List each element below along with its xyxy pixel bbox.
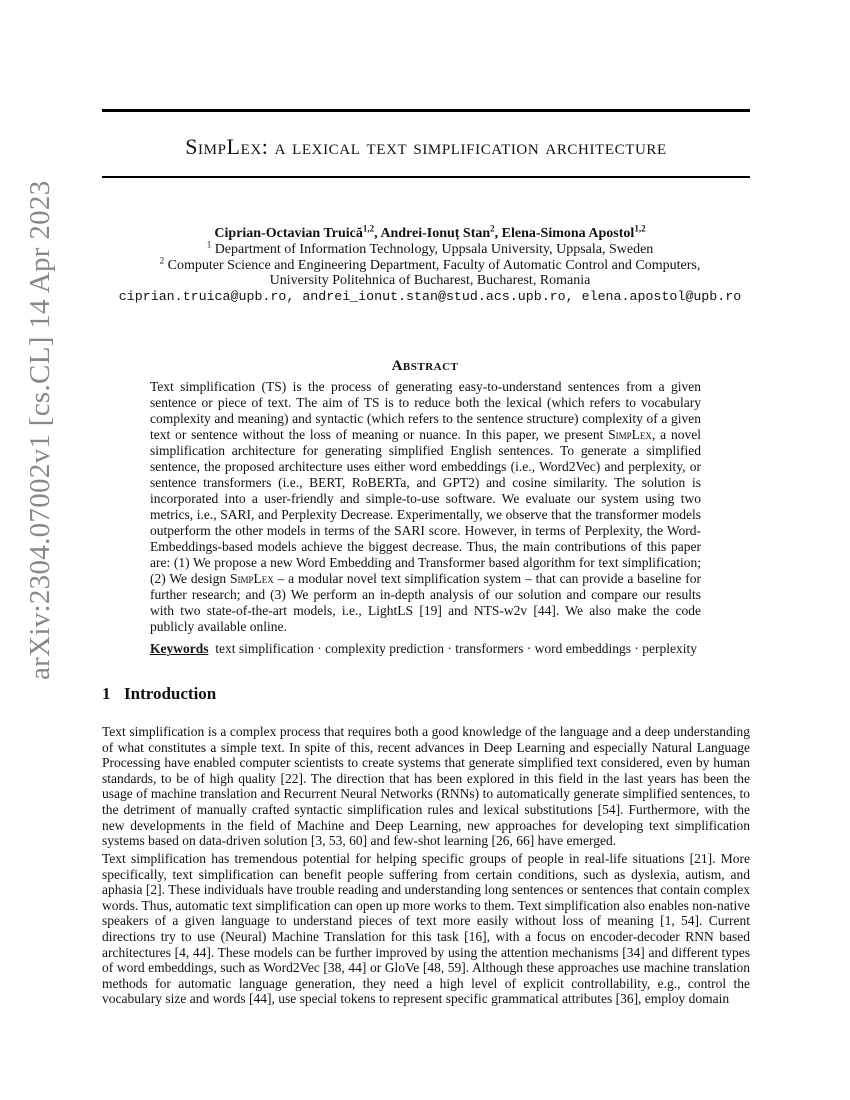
author-affiliation-mark: 1,2 [634,223,646,234]
author-affiliation-mark: 2 [490,223,495,234]
affiliation-number: 2 [159,255,165,266]
arxiv-identifier: arXiv:2304.07002v1 [cs.CL] 14 Apr 2023 [24,180,56,680]
system-name: SimpLex [608,427,652,442]
abstract-segment: Text simplification (TS) is the process of generating easy-to-understand sentences from a given sentence or piece of text. The aim of TS is to reduce both the lexical (which refers to vocabulary complexity and meaning) and syntactic (which refers to the sentence structure) complexity of a given text or sentence without the loss of meaning or nuance. In this paper, we present [150,379,701,442]
author-affiliation-mark: 1,2 [362,223,375,234]
body-paragraph: Text simplification has tremendous potential for helping specific groups of people in real-life situations [21]. More specifically, text simplification can benefit people suffering from certain conditions, such as dyslexia, autism, and aphasia [2]. These individuals have trouble reading and understanding long sentences or sentences that contain complex words. Thus, automatic text simplification can open up more works to them. Text simplification also enables non-native speakers of a given language to understand pieces of text more easily without loss of meaning [1, 54]. Current directions try to use (Neural) Machine Translation for this task [16], with a focus on encoder-decoder RNN based architectures [4, 44]. These models can be further improved by using the attention mechanisms [34] and different types of word embeddings, such as Word2Vec [38, 44] or GloVe [48, 59]. Although these approaches use machine translation methods for automatic language generation, they need a high level of explicit controllability, e.g., control the vocabulary size and words [44], use special tokens to represent specific grammatical attributes [36], employ domain [102,851,750,1007]
title-top-rule [102,109,750,112]
abstract-segment: , a novel simplification architecture for generating simplified English sentences. To generate a simplified sentence, the proposed architecture uses either word embeddings (i.e., Word2Vec) and perplexity, or sentence transformers (i.e., BERT, RoBERTa, and GPT2) and cosine similarity. The solution is incorporated into a user-friendly and simple-to-use software. We evaluate our system using two metrics, i.e., SARI, and Perplexity Decrease. Experimentally, we observe that the transformer models outperform the other models in terms of the SARI score. However, in terms of Perplexity, the Word-Embeddings-based models achieve the biggest decrease. Thus, the main contributions of this paper are: (1) We propose a new Word Embedding and Transformer based algorithm for text simplification; (2) We design [150,427,701,586]
author-name: Andrei-Ionuț Stan [380,226,491,241]
author-name: Elena-Simona Apostol [501,226,635,241]
paper-title: SimpLex: a lexical text simplification architecture [185,134,667,159]
affiliation-number: 1 [206,239,212,250]
system-name: SimpLex [229,571,274,586]
keywords-label: Keywords [150,641,209,656]
keywords-text: text simplification · complexity prediction · transformers · word embeddings · perplexity [215,641,697,656]
affiliation-1 [60,239,800,258]
title-bottom-rule [102,176,750,178]
body-paragraph: Text simplification is a complex process that requires both a good knowledge of the language and a deep understanding of what constitutes a simple text. In spite of this, recent advances in Deep Learning and especially Natural Language Processing have enabled computer scientists to create systems that generate simplified text considered, even by human standards, to be of high quality [22]. The direction that has been explored in this field in the last years has been the usage of machine translation and Recurrent Neural Networks (RNNs) to automatically generate simplified sentences, to the detriment of manually crafted syntactic simplification rules and lexical substitutions [54]. Furthermore, with the new developments in the field of Machine and Deep Learning, new approaches for developing text simplification systems based on data-driven solution [3, 53, 60] and few-shot learning [26, 66] have emerged. [102,724,750,849]
author-name: Ciprian-Octavian Truică [214,226,363,241]
author-emails: ciprian.truica@upb.ro, andrei_ionut.stan@stud.acs.upb.ro, elena.apostol@upb.ro [118,289,742,304]
section-heading [102,684,216,704]
affiliation-2 [60,255,800,274]
section-number: 1 [102,684,111,703]
abstract-heading: Abstract [391,358,459,374]
author-separator: , [374,226,381,241]
author-separator: , [494,226,502,241]
keywords-line [150,641,710,657]
abstract-text [150,379,701,635]
author-list [60,223,800,242]
abstract-segment: – a modular novel text simplification system – that can provide a baseline for further research; and (3) We perform an in-depth analysis of our solution and compare our results with two state-of-the-art models, i.e., LightLS [19] and NTS-w2v [44]. We also make the code publicly available online. [150,571,701,634]
affiliation-text: Department of Information Technology, Uppsala University, Uppsala, Sweden [211,242,654,257]
section-title: Introduction [124,684,217,703]
affiliation-text: Computer Science and Engineering Department, Faculty of Automatic Control and Computers, [164,258,701,273]
affiliation-2-continued: University Politehnica of Bucharest, Bucharest, Romania [269,273,591,288]
